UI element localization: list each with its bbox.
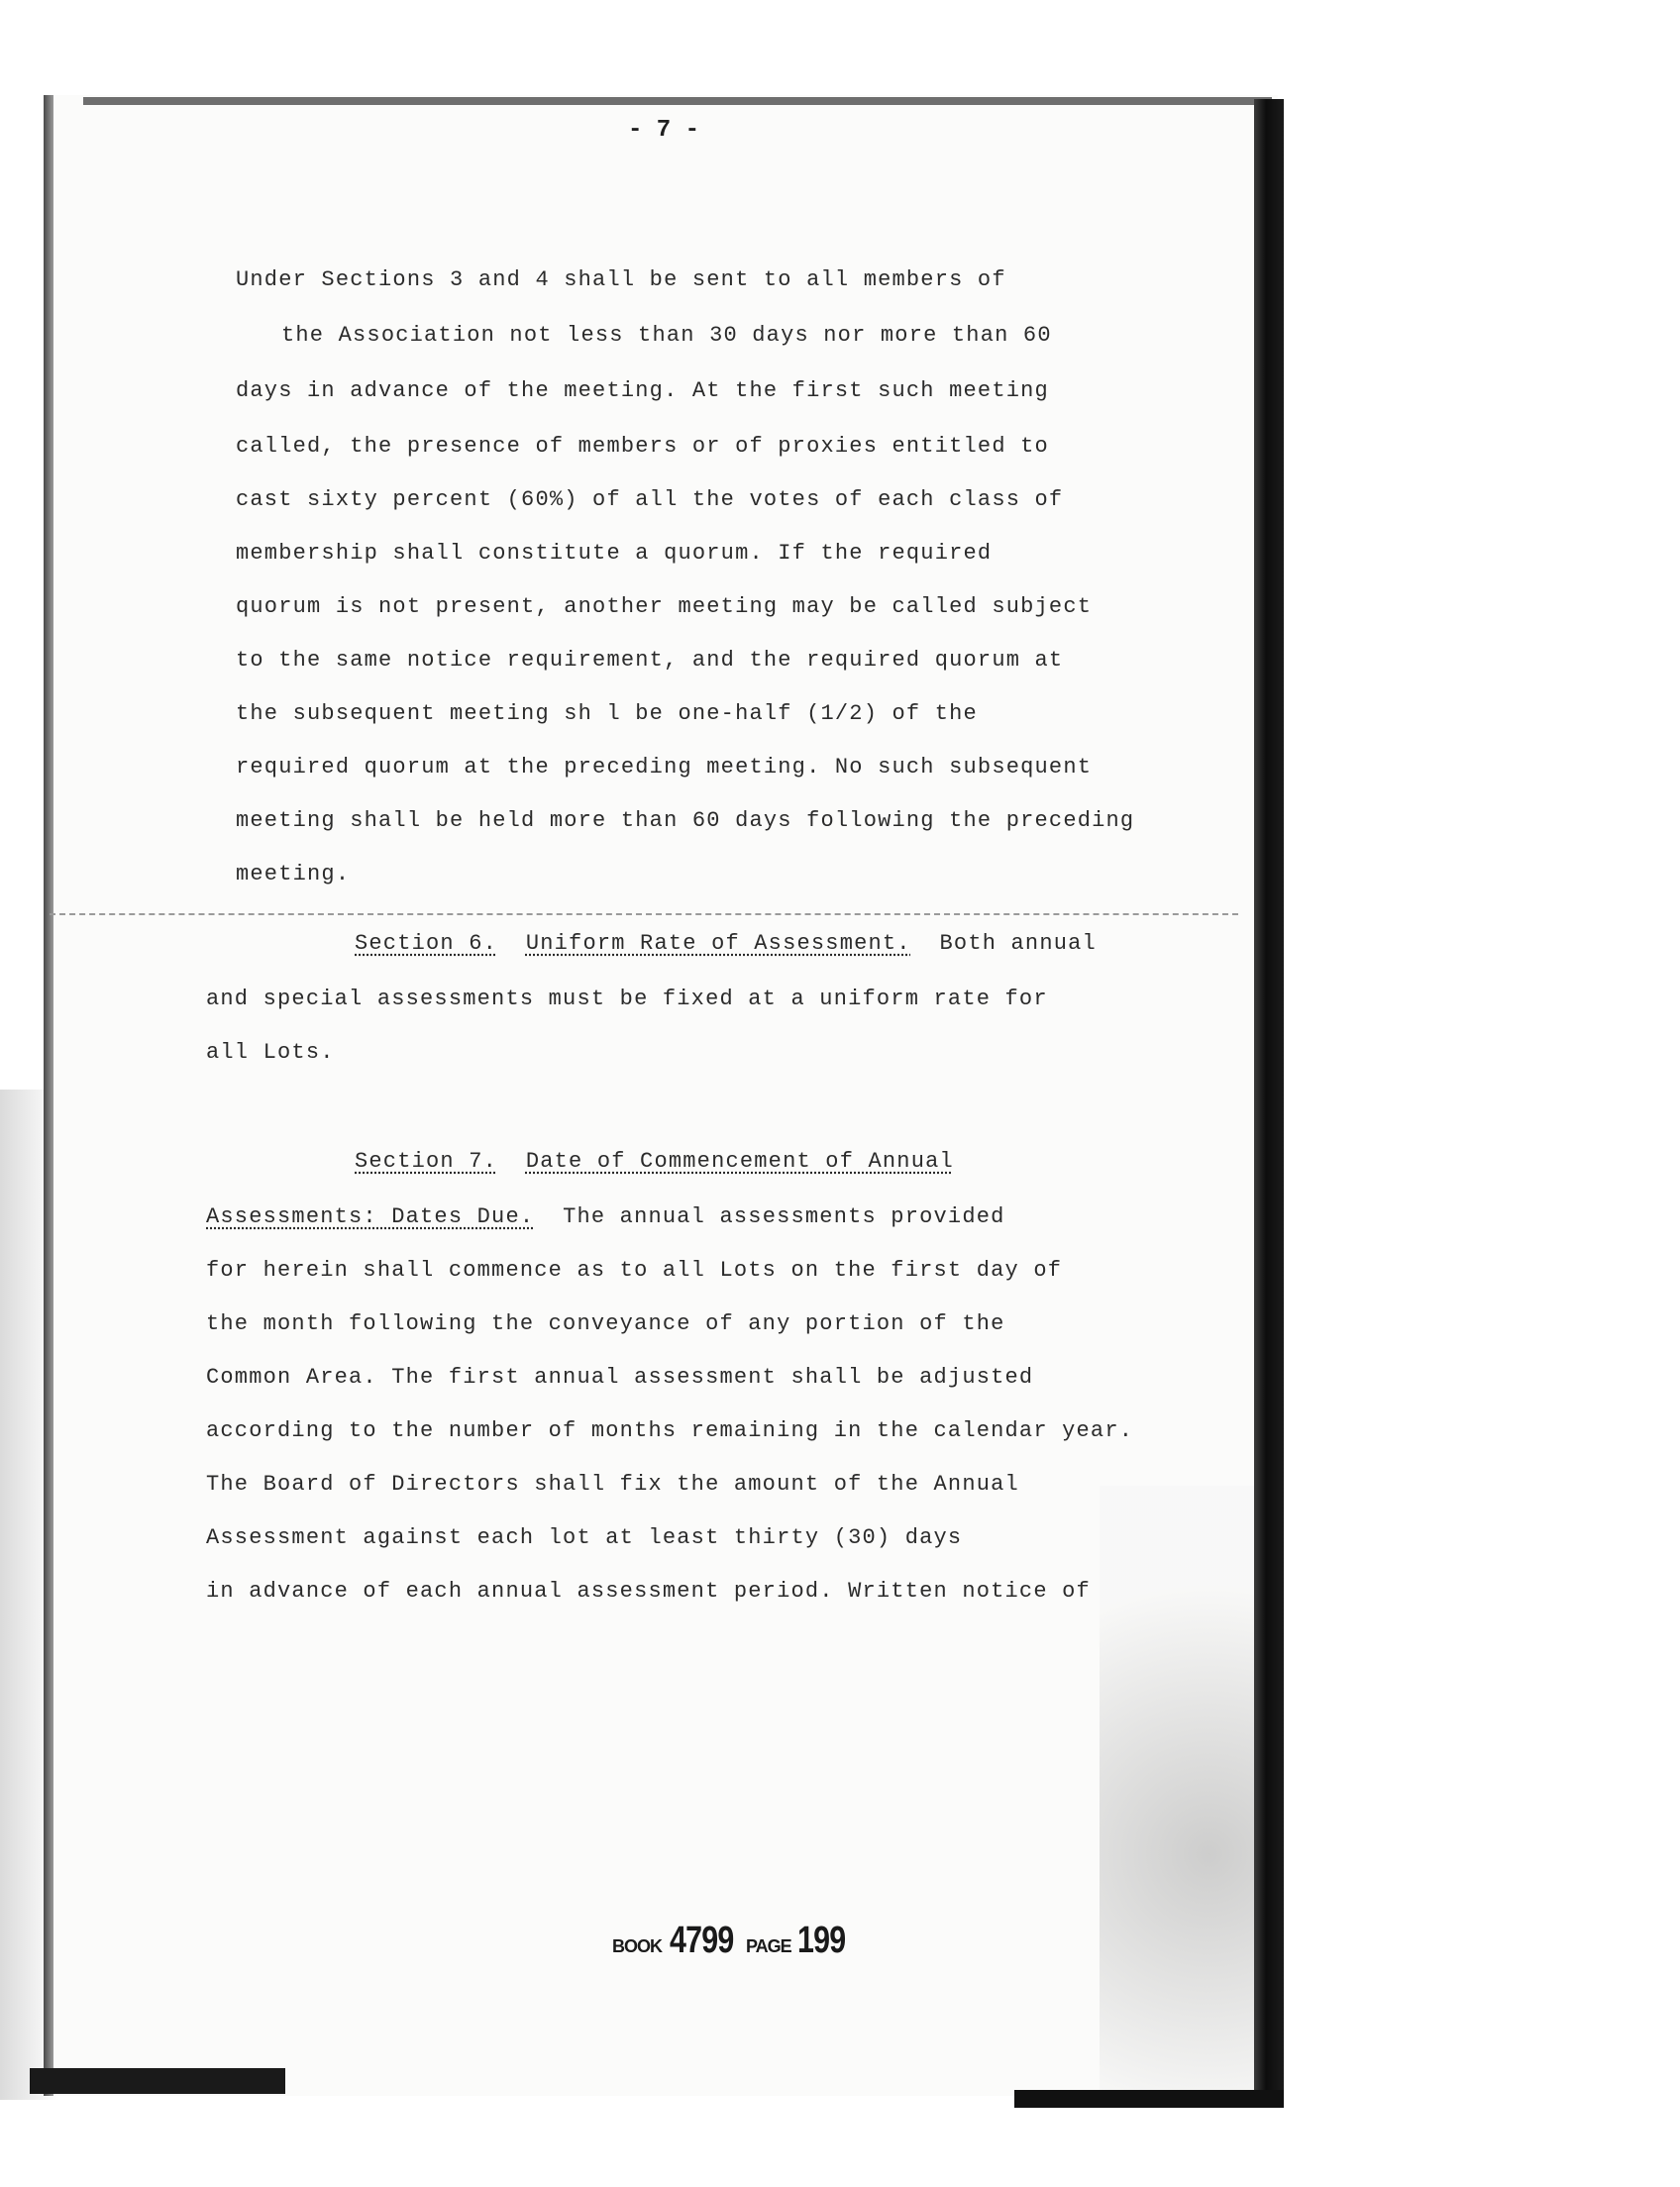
text-line: in advance of each annual assessment period. Written notice of (206, 1579, 1091, 1604)
book-number: 4799 (670, 1920, 734, 1961)
text-line: Assessment against each lot at least thirty (30) days (206, 1525, 963, 1550)
text-line: according to the number of months remaining in the calendar year. (206, 1418, 1134, 1443)
text-line: membership shall constitute a quorum. If the required (236, 541, 993, 566)
scan-border-right (1254, 99, 1284, 2100)
book-label: BOOK (612, 1936, 662, 1956)
section-6-text: Both annual (939, 931, 1097, 956)
text-line: the subsequent meeting sh l be one-half (1/2) of the (236, 701, 978, 726)
text-line: called, the presence of members or of proxies entitled to (236, 434, 1049, 459)
section-6-heading (355, 931, 1097, 956)
text-line: Common Area. The first annual assessment shall be adjusted (206, 1365, 1034, 1390)
text-line: required quorum at the preceding meeting. No such subsequent (236, 755, 1093, 780)
scan-speckle-right (1100, 1486, 1256, 2100)
section-7-title-part-2: Assessments: Dates Due. (206, 1204, 535, 1229)
section-6-number: Section 6. (355, 931, 498, 956)
text-line: cast sixty percent (60%) of all the votes of each class of (236, 487, 1064, 512)
scan-border-left (44, 95, 53, 2096)
page-label: PAGE (746, 1936, 791, 1956)
text-line: the Association not less than 30 days nor more than 60 (281, 323, 1052, 348)
scan-artifact-line (50, 913, 1238, 915)
scan-border-top (83, 97, 1272, 105)
text-line: to the same notice requirement, and the required quorum at (236, 648, 1064, 673)
text-line: meeting shall be held more than 60 days following the preceding (236, 808, 1135, 833)
text-line: all Lots. (206, 1040, 335, 1065)
text-line: and special assessments must be fixed at a uniform rate for (206, 987, 1048, 1011)
text-line: for herein shall commence as to all Lots on the first day of (206, 1258, 1063, 1283)
section-6-title: Uniform Rate of Assessment. (525, 931, 911, 956)
scan-border-bottom-right (1014, 2090, 1284, 2108)
text-line: days in advance of the meeting. At the first such meeting (236, 378, 1049, 403)
section-7-title: Date of Commencement of Annual (525, 1149, 954, 1174)
stamp-page-number: 199 (796, 1920, 846, 1961)
page-number: - 7 - (627, 117, 699, 144)
section-7-number: Section 7. (355, 1149, 498, 1174)
text-line: quorum is not present, another meeting may be called subject (236, 594, 1093, 619)
book-page-stamp (612, 1920, 870, 1962)
section-7-heading (355, 1149, 954, 1174)
text-line: The Board of Directors shall fix the amount of the Annual (206, 1472, 1019, 1497)
text-line: meeting. (236, 862, 351, 886)
text-line: the month following the conveyance of any portion of the (206, 1311, 1005, 1336)
section-7-text: The annual assessments provided (563, 1204, 1005, 1229)
scan-border-bottom-left (30, 2068, 285, 2094)
text-line: Under Sections 3 and 4 shall be sent to all members of (236, 267, 1006, 292)
section-7-title-continued (206, 1204, 1005, 1229)
